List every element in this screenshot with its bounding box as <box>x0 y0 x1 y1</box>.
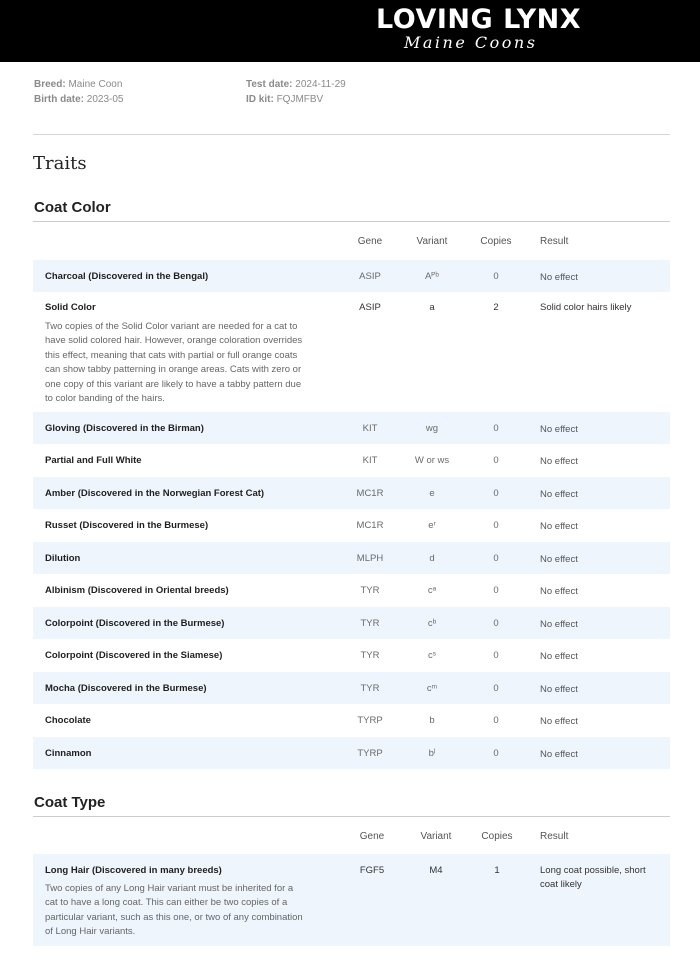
id-kit-value: FQJMFBV <box>276 94 324 105</box>
trait-variant: a <box>429 302 435 313</box>
trait-name: Albinism (Discovered in Oriental breeds) <box>45 585 229 596</box>
trait-variant: e <box>429 488 435 499</box>
test-date-label: Test date: <box>246 79 293 90</box>
trait-name: Russet (Discovered in the Burmese) <box>45 520 209 531</box>
col-result: Result <box>540 236 569 247</box>
trait-variant: W or ws <box>414 455 450 466</box>
coat-type-rule <box>33 816 670 817</box>
trait-result: No effect <box>540 586 578 597</box>
trait-gene: TYRP <box>357 748 383 759</box>
trait-result: No effect <box>540 456 578 467</box>
trait-copies: 0 <box>493 650 499 661</box>
coat-type-title: Coat Type <box>34 794 106 811</box>
trait-copies: 0 <box>493 715 499 726</box>
table-row <box>33 444 670 476</box>
coat-color-title: Coat Color <box>34 199 111 216</box>
trait-name: Chocolate <box>45 715 91 726</box>
trait-name: Colorpoint (Discovered in the Siamese) <box>45 650 223 661</box>
table-row <box>33 672 670 704</box>
trait-variant: cᵇ <box>427 618 437 629</box>
trait-variant: b <box>429 715 435 726</box>
meta-right <box>246 77 346 107</box>
table-row <box>33 854 670 946</box>
col-variant: Variant <box>420 831 452 842</box>
trait-gene: TYR <box>360 585 380 596</box>
trait-variant: cᵐ <box>426 683 438 694</box>
col-gene: Gene <box>359 831 385 842</box>
table-row <box>33 292 670 412</box>
table-row <box>33 737 670 769</box>
trait-copies: 0 <box>493 748 499 759</box>
col-variant: Variant <box>416 236 448 247</box>
table-row <box>33 260 670 292</box>
trait-copies: 2 <box>493 302 499 313</box>
trait-gene: KIT <box>362 423 378 434</box>
trait-variant: Aᴾᵇ <box>425 271 439 282</box>
trait-copies: 0 <box>493 553 499 564</box>
trait-name: Dilution <box>45 553 81 564</box>
trait-copies: 0 <box>493 488 499 499</box>
trait-description: Two copies of any Long Hair variant must be inherited for a cat to have a long coat. This can either be two copies of a particular variant, such as this one, or two of any combination of Long Hair variants. <box>45 883 303 938</box>
trait-gene: MC1R <box>356 488 384 499</box>
trait-copies: 1 <box>494 865 500 876</box>
trait-gene: ASIP <box>359 302 381 313</box>
trait-gene: MLPH <box>356 553 384 564</box>
trait-copies: 0 <box>493 423 499 434</box>
trait-variant: cˢ <box>428 650 436 661</box>
trait-variant: d <box>429 553 435 564</box>
brand-logo: LOVING LYNX <box>376 4 582 35</box>
breed-value: Maine Coon <box>68 79 123 90</box>
trait-copies: 0 <box>493 271 499 282</box>
trait-gene: KIT <box>362 455 378 466</box>
col-gene: Gene <box>357 236 383 247</box>
table-row <box>33 574 670 606</box>
test-date-value: 2024-11-29 <box>295 79 346 90</box>
trait-description: Two copies of the Solid Color variant are needed for a cat to have solid colored hair. However, orange coloration overrides this effect, meaning that cats with partial or full orange coats can show tabby patterning in orange areas. Cats with zero or one copy of this variant are likely to have a tabby pattern due to color banding of the hairs. <box>45 321 303 405</box>
table-row <box>33 542 670 574</box>
table-row <box>33 704 670 736</box>
trait-gene: TYRP <box>357 715 383 726</box>
trait-copies: 0 <box>493 520 499 531</box>
trait-result: No effect <box>540 489 578 500</box>
table-row <box>33 607 670 639</box>
trait-variant: eʳ <box>428 520 436 531</box>
birth-label: Birth date: <box>34 94 84 105</box>
trait-result: No effect <box>540 554 578 565</box>
table-row <box>33 477 670 509</box>
trait-result: No effect <box>540 651 578 662</box>
trait-gene: FGF5 <box>359 865 385 876</box>
col-copies: Copies <box>480 236 512 247</box>
trait-name: Solid Color <box>45 302 96 313</box>
id-kit-label: ID kit: <box>246 94 274 105</box>
meta-left <box>34 77 123 107</box>
trait-result: No effect <box>540 684 578 695</box>
col-copies: Copies <box>481 831 513 842</box>
trait-copies: 0 <box>493 455 499 466</box>
trait-result: Solid color hairs likely <box>540 302 632 313</box>
coat-color-rule <box>33 221 670 222</box>
trait-name: Mocha (Discovered in the Burmese) <box>45 683 207 694</box>
birth-value: 2023-05 <box>86 94 124 105</box>
trait-result: No effect <box>540 716 578 727</box>
trait-variant: bˡ <box>428 748 436 759</box>
trait-result: Long coat possible, short coat likely <box>540 865 646 891</box>
trait-copies: 0 <box>493 618 499 629</box>
trait-name: Cinnamon <box>45 748 92 759</box>
trait-name: Partial and Full White <box>45 455 142 466</box>
trait-name: Gloving (Discovered in the Birman) <box>45 423 204 434</box>
trait-result: No effect <box>540 521 578 532</box>
trait-copies: 0 <box>493 585 499 596</box>
table-row <box>33 639 670 671</box>
trait-result: No effect <box>540 619 578 630</box>
breed-label: Breed: <box>34 79 66 90</box>
trait-gene: TYR <box>360 683 380 694</box>
trait-result: No effect <box>540 424 578 435</box>
table-row <box>33 509 670 541</box>
col-result: Result <box>540 831 569 842</box>
trait-result: No effect <box>540 272 578 283</box>
trait-variant: cᵃ <box>427 585 437 596</box>
trait-gene: MC1R <box>356 520 384 531</box>
trait-result: No effect <box>540 749 578 760</box>
trait-gene: TYR <box>360 618 380 629</box>
trait-name: Long Hair (Discovered in many breeds) <box>45 865 222 876</box>
trait-copies: 0 <box>493 683 499 694</box>
trait-name: Charcoal (Discovered in the Bengal) <box>45 271 209 282</box>
page-title: Traits <box>33 153 87 174</box>
divider <box>33 134 670 135</box>
brand-subtitle: Maine Coons <box>404 33 538 52</box>
trait-gene: ASIP <box>359 271 381 282</box>
table-row <box>33 412 670 444</box>
trait-gene: TYR <box>360 650 380 661</box>
trait-variant: M4 <box>429 865 443 876</box>
trait-name: Amber (Discovered in the Norwegian Forest Cat) <box>45 488 265 499</box>
trait-name: Colorpoint (Discovered in the Burmese) <box>45 618 225 629</box>
header-banner <box>0 0 700 62</box>
trait-variant: wg <box>425 423 439 434</box>
